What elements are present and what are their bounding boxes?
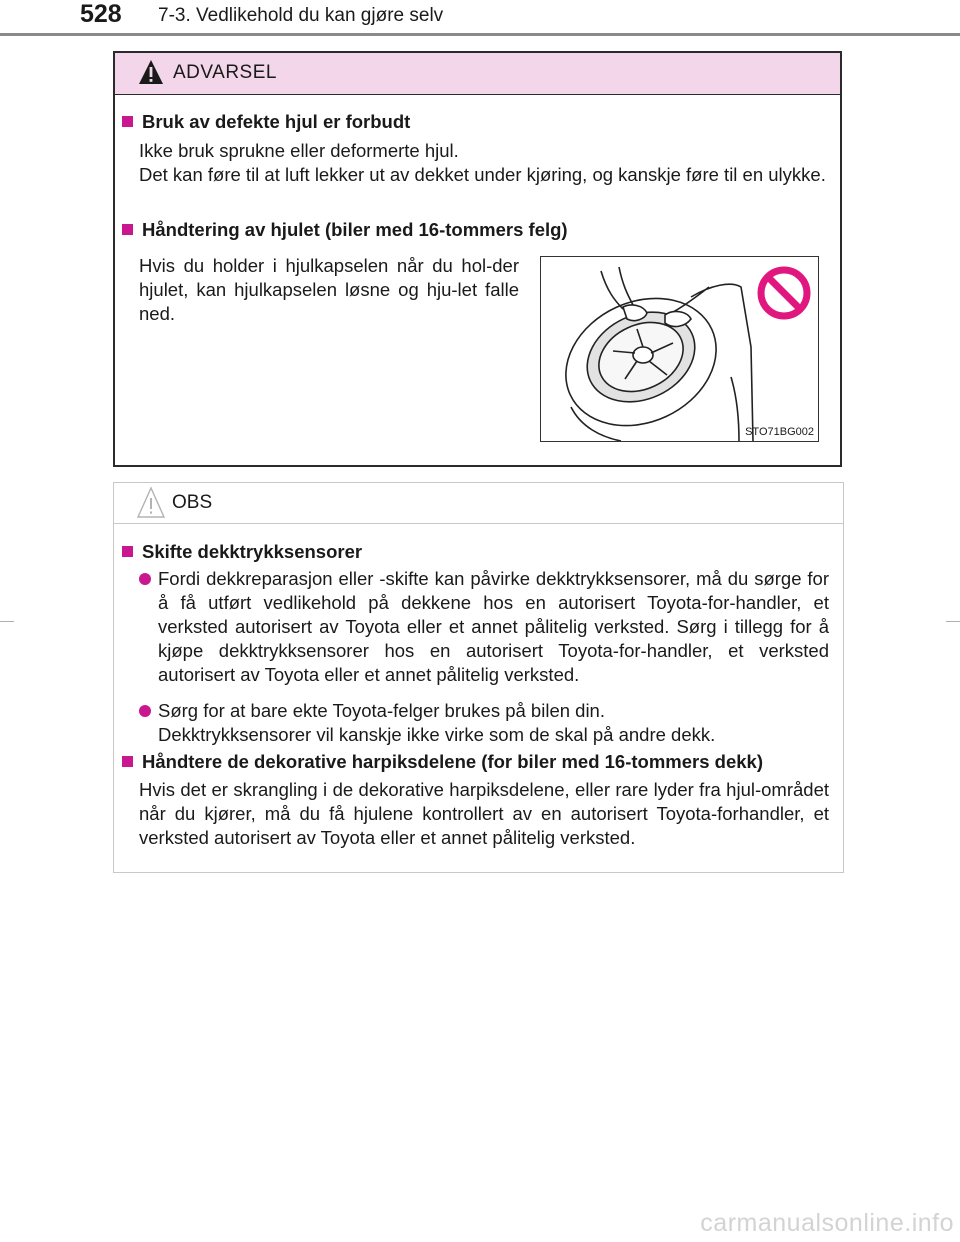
notice-bullet-dot-2 [139, 705, 151, 717]
notice-section-heading-1: Skifte dekktrykksensorer [122, 540, 362, 564]
warning-section-heading-1: Bruk av defekte hjul er forbudt [122, 110, 410, 134]
watermark: carmanualsonline.info [700, 1209, 954, 1237]
warning-text-line-1: Ikke bruk sprukne eller deformerte hjul. [139, 140, 459, 161]
crop-mark-left [0, 621, 14, 622]
warning-text-wheelcover: Hvis du holder i hjulkapselen når du hol-der hjulet, kan hjulkapselen løsne og hju-let falle ned. [139, 255, 519, 324]
notice-bullet-2-line-1: Sørg for at bare ekte Toyota-felger brukes på bilen din. [158, 700, 605, 721]
warning-text-line-2: Det kan føre til at luft lekker ut av dekket under kjøring, og kanskje føre til en ulykke. [139, 164, 826, 185]
notice-bullet-2-line-2: Dekktrykksensorer vil kanskje ikke virke som de skal på andre dekk. [158, 724, 716, 745]
notice-section-heading-2: Håndtere de dekorative harpiksdelene (for biler med 16-tommers dekk) [122, 750, 763, 774]
page-number: 528 [80, 0, 122, 28]
prohibited-icon [756, 265, 812, 321]
figure-code: STO71BG002 [745, 426, 814, 438]
wheel-handling-figure [540, 256, 819, 442]
chapter-title: 7-3. Vedlikehold du kan gjøre selv [158, 5, 444, 26]
notice-text-resin-parts: Hvis det er skrangling i de dekorative harpiksdelene, eller rare lyder fra hjul-området når du kjører, må du få hjulene kontrollert av en autorisert Toyota-forhandler, et verksted autorisert av Toyota eller et annet pålitelig verksted. [139, 779, 829, 848]
warning-triangle-icon [137, 58, 165, 86]
crop-mark-right [946, 621, 960, 622]
warning-section-heading-2: Håndtering av hjulet (biler med 16-tommers felg) [122, 218, 568, 242]
notice-bullet-1: Fordi dekkreparasjon eller -skifte kan påvirke dekktrykksensorer, må du sørge for å få utført vedlikehold på dekkene hos en autorisert Toyota-for-handler, et verksted autorisert av Toyota eller et annet pålitelig verksted. Sørg i tillegg for å kjøpe dekktrykksensorer hos en autorisert Toyota-for-handler, et verksted autorisert av Toyota eller et annet pålitelig verksted. [158, 568, 829, 685]
header-rule [0, 33, 960, 36]
notice-header [114, 483, 843, 524]
notice-title: OBS [172, 492, 213, 513]
warning-header [115, 53, 840, 95]
caution-triangle-icon [136, 486, 166, 520]
warning-title: ADVARSEL [173, 62, 277, 83]
notice-bullet-dot-1 [139, 573, 151, 585]
